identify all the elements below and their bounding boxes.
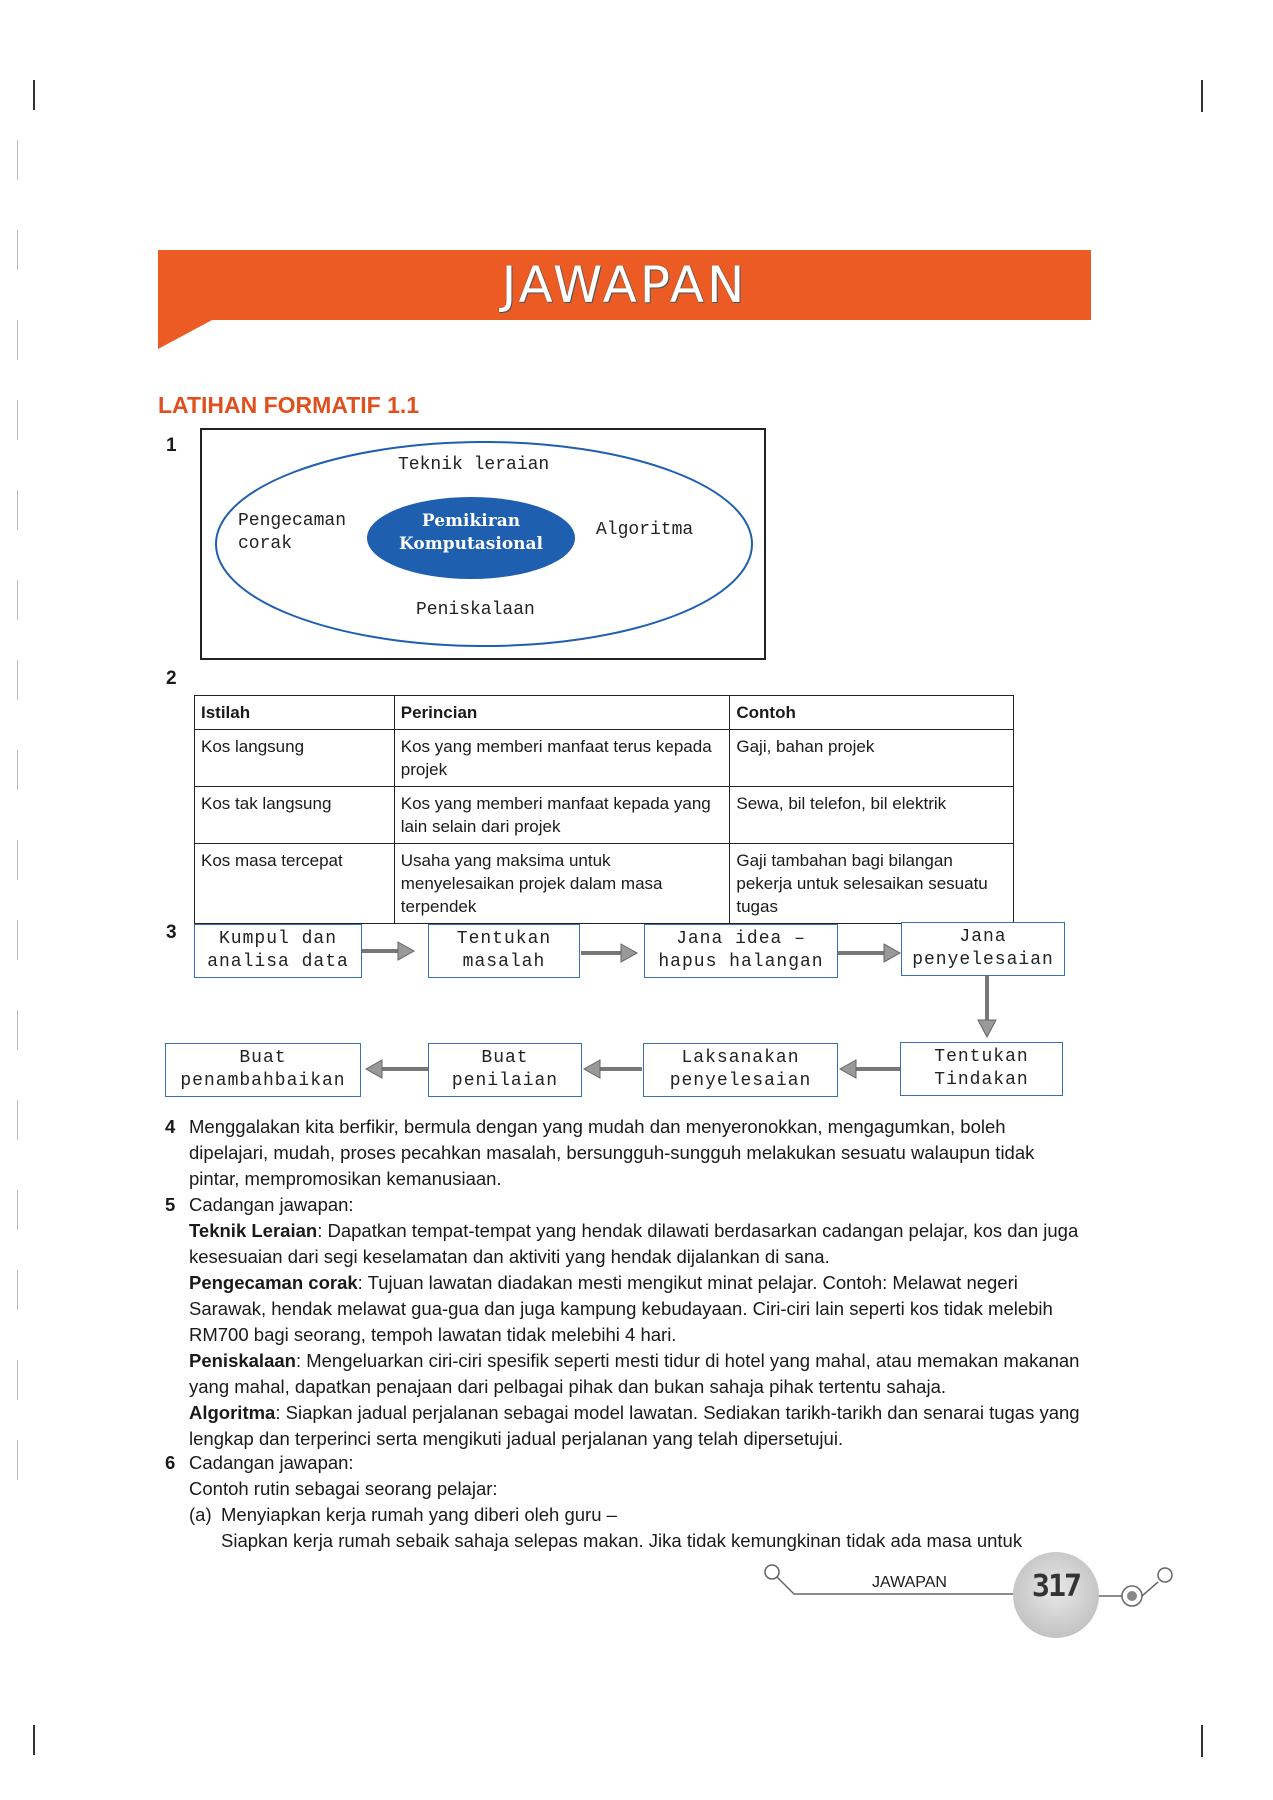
flow-step-line: Buat [481, 1048, 529, 1068]
flow-step-line: penambahbaikan [180, 1071, 346, 1091]
flow-step [428, 1043, 582, 1097]
answer-6-intro: Cadangan jawapan: [189, 1452, 354, 1473]
flow-step-line: Tindakan [934, 1070, 1029, 1090]
scan-mark [17, 1360, 18, 1400]
answer-6-lead: Contoh rutin sebagai seorang pelajar: [189, 1478, 498, 1499]
diagram-label-right: Algoritma [596, 520, 694, 540]
flow-step [900, 1042, 1063, 1096]
footer-circuit-line [760, 1560, 1190, 1620]
flow-step-line: hapus halangan [658, 952, 824, 972]
flow-step-line: Tentukan [934, 1047, 1029, 1067]
answer-5-item [189, 1348, 1089, 1400]
scan-mark [17, 1270, 18, 1310]
diagram-label-left-line1: Pengecaman [238, 511, 347, 531]
flow-step-line: penyelesaian [669, 1071, 812, 1091]
flow-step [644, 924, 838, 978]
answer-6-item-a [189, 1502, 1089, 1554]
question-number: 2 [166, 668, 177, 689]
diagram-center-line2: Komputasional [398, 534, 544, 554]
question-number: 6 [165, 1452, 176, 1473]
table-header: Perincian [394, 696, 730, 730]
diagram-label-bottom: Peniskalaan [416, 600, 535, 620]
flow-arrowhead [398, 942, 414, 960]
term-label: Teknik Leraian [189, 1220, 318, 1241]
footer-node-icon [1158, 1568, 1172, 1582]
flow-step-line: Jana idea – [676, 929, 806, 949]
table-cell: Kos yang memberi manfaat kepada yang lain selain dari projek [394, 787, 730, 844]
page-number: 317 [1031, 1569, 1081, 1604]
section-title: LATIHAN FORMATIF 1.1 [158, 392, 420, 418]
flow-step-line: penilaian [451, 1071, 559, 1091]
answer-6 [189, 1450, 1089, 1554]
flow-step [165, 1043, 361, 1097]
answer-5-item [189, 1270, 1089, 1348]
flow-arrowhead [366, 1060, 382, 1078]
term-label: Pengecaman corak [189, 1272, 358, 1293]
flow-arrowhead [978, 1020, 996, 1037]
footer-node-icon [765, 1565, 779, 1579]
diagram-label-top: Teknik leraian [398, 455, 550, 475]
flow-step [901, 922, 1065, 976]
flow-step-line: Laksanakan [681, 1048, 800, 1068]
flow-step [643, 1043, 838, 1097]
question-number: 5 [165, 1194, 176, 1215]
answer-4-text: Menggalakan kita berfikir, bermula dengan yang mudah dan menyeronokkan, mengagumkan, boleh dipelajari, mudah, proses pecahkan masalah, bersungguh-sungguh melakukan sesuatu walaupun tidak pintar, mempromosikan kemanusiaan. [189, 1116, 1035, 1189]
table-cell: Sewa, bil telefon, bil elektrik [730, 787, 1014, 844]
flow-step-line: masalah [462, 952, 546, 972]
scan-mark [17, 1440, 18, 1480]
flow-arrowhead [621, 944, 637, 962]
diagram-center-line1: Pemikiran [421, 511, 521, 531]
answer-5-intro: Cadangan jawapan: [189, 1194, 354, 1215]
answer-5 [189, 1192, 1089, 1452]
item-text: Siapkan kerja rumah sebaik sahaja selepas makan. Jika tidak kemungkinan tidak ada masa untuk [221, 1530, 1023, 1551]
page-title: JAWAPAN [501, 256, 748, 314]
flow-step-line: analisa data [207, 952, 349, 972]
flow-step-line: Kumpul dan [218, 929, 338, 949]
question-number: 1 [166, 435, 177, 456]
scan-mark [33, 1725, 35, 1755]
flow-step [428, 924, 580, 978]
question-number: 4 [165, 1116, 176, 1137]
flow-step-line: penyelesaian [912, 950, 1054, 970]
footer-label: JAWAPAN [872, 1574, 947, 1591]
table-cell: Kos yang memberi manfaat terus kepada projek [394, 730, 730, 787]
flow-step-line: Tentukan [456, 929, 552, 949]
flow-arrowhead [884, 944, 900, 962]
flow-arrowhead [584, 1060, 600, 1078]
table-header: Istilah [195, 696, 395, 730]
term-text: : Mengeluarkan ciri-ciri spesifik seperti mesti tidur di hotel yang mahal, atau memakan makanan yang mahal, dapatkan penajaan dari pelbagai pihak dan bukan sahaja pihak tertentu sahaja. [189, 1350, 1080, 1397]
scan-mark [1201, 1725, 1203, 1757]
table-cell: Usaha yang maksima untuk menyelesaikan projek dalam masa terpendek [394, 844, 730, 924]
table-cell: Kos tak langsung [195, 787, 395, 844]
term-text: : Siapkan jadual perjalanan sebagai model lawatan. Sediakan tarikh-tarikh dan senarai tugas yang lengkap dan terperinci serta mengikuti jadual perjalanan yang telah dipersetujui. [189, 1402, 1080, 1449]
answer-5-item [189, 1218, 1089, 1270]
flow-step-line: Buat [239, 1048, 287, 1068]
table-cell: Gaji tambahan bagi bilangan pekerja untuk selesaikan sesuatu tugas [730, 844, 1014, 924]
flow-step [194, 924, 362, 978]
term-label: Algoritma [189, 1402, 276, 1423]
term-text: : Tujuan lawatan diadakan mesti mengikut minat pelajar. Contoh: Melawat negeri Sarawak, hendak melawat gua-gua dan juga kampung kebudayaan. Ciri-ciri lain seperti kos tidak melebih RM700 bagi seorang, tempoh lawatan tidak melebihi 4 hari. [189, 1272, 1053, 1345]
answer-5-item [189, 1400, 1089, 1452]
table-cell: Kos masa tercepat [195, 844, 395, 924]
term-text: : Dapatkan tempat-tempat yang hendak dilawati berdasarkan cadangan pelajar, kos dan juga kesesuaian dari segi keselamatan dan aktiviti yang hendak dijalankan di sana. [189, 1220, 1079, 1267]
flow-step-line: Jana [959, 927, 1007, 947]
term-label: Peniskalaan [189, 1350, 296, 1371]
scan-mark [17, 1190, 18, 1230]
table-cell: Gaji, bahan projek [730, 730, 1014, 787]
diagram-label-left-line2: corak [238, 534, 293, 554]
table-cell: Kos langsung [195, 730, 395, 787]
item-label: (a) [189, 1504, 212, 1525]
item-title: Menyiapkan kerja rumah yang diberi oleh guru – [221, 1504, 617, 1525]
table-header: Contoh [730, 696, 1014, 730]
flow-arrowhead [840, 1060, 856, 1078]
question-number: 3 [166, 922, 177, 943]
